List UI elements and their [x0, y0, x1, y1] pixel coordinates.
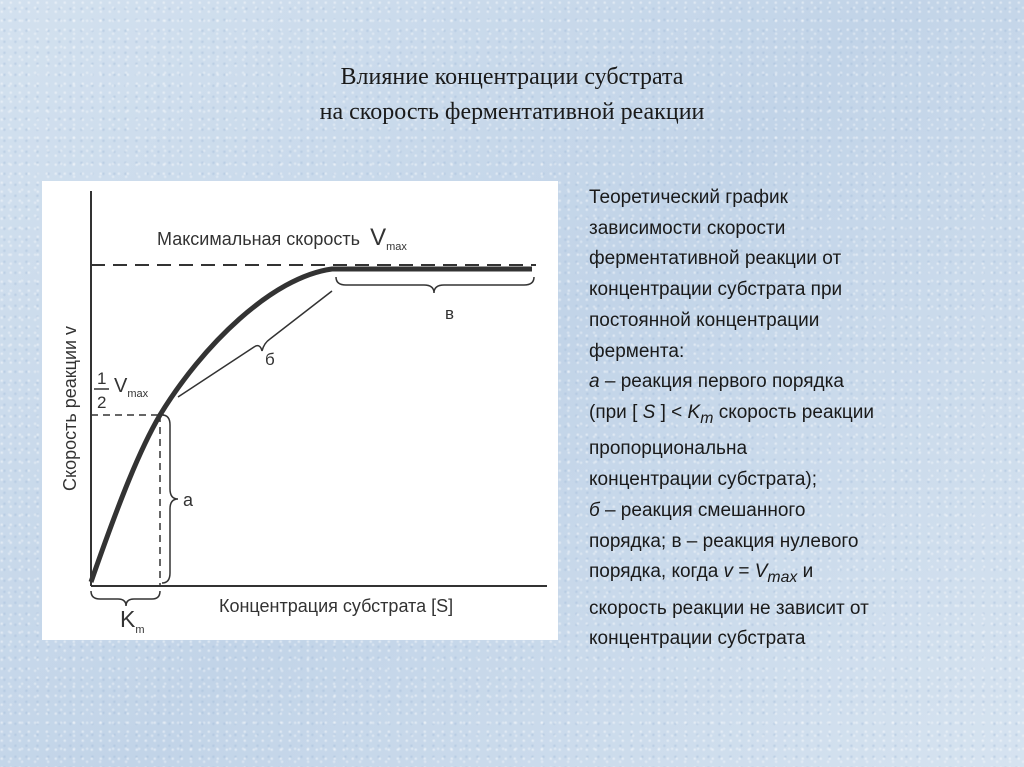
region-a-label: а [183, 490, 194, 510]
description-line: порядка, когда $v = V_{max}$ и [589, 561, 814, 587]
description-line: концентрации субстрата); [589, 469, 817, 491]
km-bracket [91, 591, 160, 606]
michaelis-menten-diagram [42, 181, 558, 640]
description-line: зависимости скорости [589, 217, 786, 239]
description-text [589, 183, 1009, 655]
description-line: постоянной концентрации [589, 309, 820, 331]
saturation-curve [91, 269, 532, 582]
slide-title-line-1: Влияние концентрации субстрата [340, 64, 684, 90]
description-line: ферментативной реакции от [589, 248, 842, 270]
region-v-label: в [445, 304, 455, 323]
region-a-bracket [162, 415, 178, 583]
description-line: (при [ S ] < $K_m$ скорость реакции [589, 401, 874, 427]
description-line: концентрации субстрата при [589, 279, 843, 301]
description-line: пропорциональна [589, 438, 748, 460]
region-b-label: б [265, 350, 275, 369]
vmax-label: Максимальная скорость $V_{max}$ [157, 224, 407, 253]
x-axis-label: Концентрация субстрата [S] [219, 596, 454, 616]
description-line: Теоретический график [589, 187, 788, 208]
description-line: фермента: [589, 340, 685, 362]
km-label: $K_m$ [120, 606, 145, 636]
description-line: б – реакция смешанного [589, 499, 806, 521]
slide-title-line-2: на скорость ферментативной реакции [319, 99, 705, 125]
description-line: порядка; в – реакция нулевого [589, 530, 859, 552]
description-line: а – реакция первого порядка [589, 371, 844, 393]
y-axis-label: Скорость реакции v [60, 325, 80, 491]
half-numerator: 1 [97, 369, 107, 388]
description-line: скорость реакции не зависит от [589, 597, 869, 619]
description-line: концентрации субстрата [589, 628, 806, 650]
half-vmax-label: $V_{max}$ [114, 375, 149, 400]
half-denominator: 2 [97, 393, 107, 412]
region-v-bracket [336, 277, 534, 293]
